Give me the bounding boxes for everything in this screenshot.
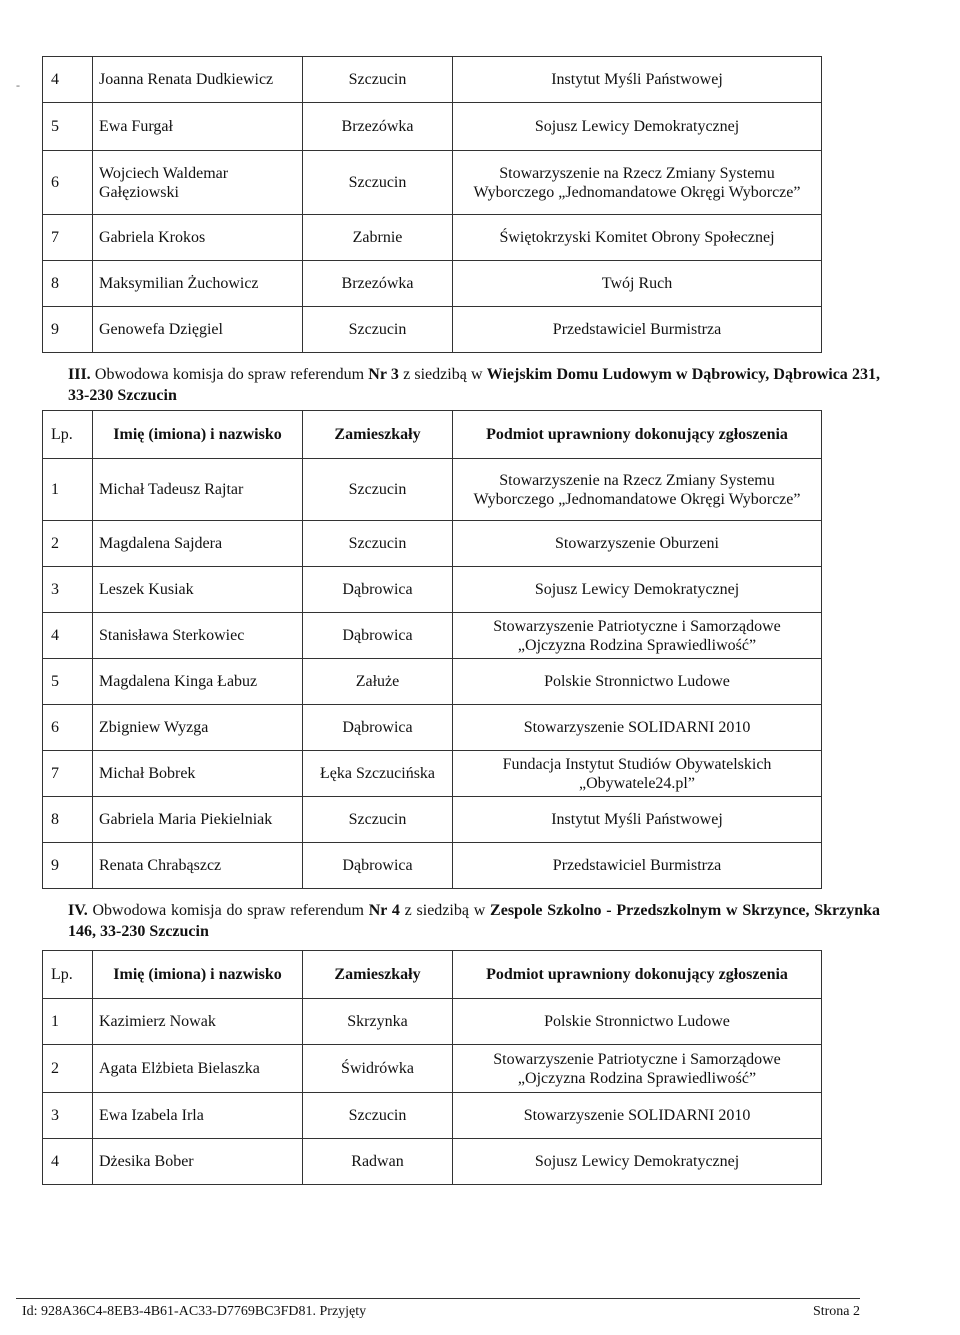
table-row xyxy=(43,999,822,1045)
nominating-entity: Stowarzyszenie na Rzecz Zmiany Systemu Wyborczego „Jednomandatowe Okręgi Wyborcze” xyxy=(453,151,822,215)
member-city: Szczucin xyxy=(303,1093,453,1139)
table-row xyxy=(43,843,822,889)
member-city: Szczucin xyxy=(303,797,453,843)
member-city: Szczucin xyxy=(303,57,453,103)
header-name: Imię (imiona) i nazwisko xyxy=(93,411,303,459)
member-name: Magdalena Sajdera xyxy=(93,521,303,567)
member-name: Leszek Kusiak xyxy=(93,567,303,613)
table-row xyxy=(43,459,822,521)
member-city: Załuże xyxy=(303,659,453,705)
row-number: 6 xyxy=(43,151,93,215)
section-nr: Nr 4 xyxy=(368,902,400,919)
section-place: Zespole Szkolno - Przedszkolnym w Skrzynce, Skrzynka 146, 33-230 Szczucin xyxy=(68,902,881,940)
table-row xyxy=(43,751,822,797)
section-text: Obwodowa komisja do spraw referendum xyxy=(90,366,369,383)
member-city: Radwan xyxy=(303,1139,453,1185)
header-entity: Podmiot uprawniony dokonujący zgłoszenia xyxy=(453,411,822,459)
section-place: Wiejskim Domu Ludowym w Dąbrowicy, Dąbrowica 231, 33-230 Szczucin xyxy=(68,366,880,404)
row-number: 5 xyxy=(43,659,93,705)
header-city: Zamieszkały xyxy=(303,951,453,999)
nominating-entity: Stowarzyszenie na Rzecz Zmiany Systemu Wyborczego „Jednomandatowe Okręgi Wyborcze” xyxy=(453,459,822,521)
member-name: Michał Bobrek xyxy=(93,751,303,797)
nominating-entity: Instytut Myśli Państwowej xyxy=(453,797,822,843)
nominating-entity: Przedstawiciel Burmistrza xyxy=(453,307,822,353)
member-city: Skrzynka xyxy=(303,999,453,1045)
nominating-entity: Twój Ruch xyxy=(453,261,822,307)
header-lp: Lp. xyxy=(43,951,93,999)
table-row xyxy=(43,567,822,613)
table-row xyxy=(43,151,822,215)
section-number: III. xyxy=(68,366,91,383)
committee-table-2 xyxy=(42,56,822,353)
committee-table-4 xyxy=(42,950,822,1185)
nominating-entity: Instytut Myśli Państwowej xyxy=(453,57,822,103)
member-city: Brzezówka xyxy=(303,103,453,151)
row-number: 6 xyxy=(43,705,93,751)
member-city: Brzezówka xyxy=(303,261,453,307)
section-number: IV. xyxy=(68,902,88,919)
member-city: Dąbrowica xyxy=(303,705,453,751)
table-header-row xyxy=(43,411,822,459)
member-name: Gabriela Krokos xyxy=(93,215,303,261)
row-number: 7 xyxy=(43,751,93,797)
member-name: Magdalena Kinga Łabuz xyxy=(93,659,303,705)
table-row xyxy=(43,613,822,659)
section-text: Obwodowa komisja do spraw referendum xyxy=(87,902,369,919)
member-name: Joanna Renata Dudkiewicz xyxy=(93,57,303,103)
member-city: Szczucin xyxy=(303,521,453,567)
row-number: 9 xyxy=(43,843,93,889)
member-city: Szczucin xyxy=(303,151,453,215)
stray-mark: - xyxy=(16,78,20,92)
row-number: 5 xyxy=(43,103,93,151)
committee-table-3 xyxy=(42,410,822,889)
nominating-entity: Sojusz Lewicy Demokratycznej xyxy=(453,103,822,151)
member-name: Stanisława Sterkowiec xyxy=(93,613,303,659)
section-nr: Nr 3 xyxy=(368,366,399,383)
row-number: 1 xyxy=(43,999,93,1045)
nominating-entity: Stowarzyszenie SOLIDARNI 2010 xyxy=(453,705,822,751)
row-number: 2 xyxy=(43,1045,93,1093)
member-city: Dąbrowica xyxy=(303,843,453,889)
nominating-entity: Stowarzyszenie SOLIDARNI 2010 xyxy=(453,1093,822,1139)
member-city: Szczucin xyxy=(303,459,453,521)
nominating-entity: Stowarzyszenie Patriotyczne i Samorządowe „Ojczyzna Rodzina Sprawiedliwość” xyxy=(453,613,822,659)
row-number: 7 xyxy=(43,215,93,261)
header-lp: Lp. xyxy=(43,411,93,459)
member-name: Ewa Furgał xyxy=(93,103,303,151)
member-city: Dąbrowica xyxy=(303,613,453,659)
nominating-entity: Polskie Stronnictwo Ludowe xyxy=(453,999,822,1045)
member-name: Ewa Izabela Irla xyxy=(93,1093,303,1139)
member-city: Szczucin xyxy=(303,307,453,353)
header-name: Imię (imiona) i nazwisko xyxy=(93,951,303,999)
table-row xyxy=(43,215,822,261)
member-name: Wojciech Waldemar Gałęziowski xyxy=(93,151,303,215)
section-text: z siedzibą w xyxy=(398,366,487,383)
nominating-entity: Stowarzyszenie Patriotyczne i Samorządowe „Ojczyzna Rodzina Sprawiedliwość” xyxy=(453,1045,822,1093)
table-row xyxy=(43,261,822,307)
table-row xyxy=(43,57,822,103)
table-row xyxy=(43,307,822,353)
member-name: Dżesika Bober xyxy=(93,1139,303,1185)
member-name: Michał Tadeusz Rajtar xyxy=(93,459,303,521)
member-city: Dąbrowica xyxy=(303,567,453,613)
row-number: 9 xyxy=(43,307,93,353)
page-number: Strona 2 xyxy=(812,1304,860,1319)
table-row xyxy=(43,705,822,751)
member-name: Agata Elżbieta Bielaszka xyxy=(93,1045,303,1093)
row-number: 3 xyxy=(43,1093,93,1139)
table-header-row xyxy=(43,951,822,999)
section-text: z siedzibą w xyxy=(399,902,491,919)
document-id: Id: 928A36C4-8EB3-4B61-AC33-D7769BC3FD81. Przyjęty xyxy=(22,1304,367,1319)
header-entity: Podmiot uprawniony dokonujący zgłoszenia xyxy=(453,951,822,999)
table-row xyxy=(43,521,822,567)
member-name: Genowefa Dzięgiel xyxy=(93,307,303,353)
row-number: 8 xyxy=(43,797,93,843)
nominating-entity: Sojusz Lewicy Demokratycznej xyxy=(453,1139,822,1185)
row-number: 3 xyxy=(43,567,93,613)
nominating-entity: Przedstawiciel Burmistrza xyxy=(453,843,822,889)
table-row xyxy=(43,659,822,705)
member-city: Zabrnie xyxy=(303,215,453,261)
table-row xyxy=(43,797,822,843)
row-number: 4 xyxy=(43,57,93,103)
row-number: 4 xyxy=(43,613,93,659)
nominating-entity: Świętokrzyski Komitet Obrony Społecznej xyxy=(453,215,822,261)
row-number: 8 xyxy=(43,261,93,307)
nominating-entity: Stowarzyszenie Oburzeni xyxy=(453,521,822,567)
member-name: Zbigniew Wyzga xyxy=(93,705,303,751)
section-heading-4 xyxy=(68,900,880,942)
table-row xyxy=(43,1093,822,1139)
row-number: 1 xyxy=(43,459,93,521)
section-heading-3 xyxy=(68,364,880,406)
member-name: Maksymilian Żuchowicz xyxy=(93,261,303,307)
nominating-entity: Polskie Stronnictwo Ludowe xyxy=(453,659,822,705)
member-city: Łęka Szczucińska xyxy=(303,751,453,797)
nominating-entity: Fundacja Instytut Studiów Obywatelskich „Obywatele24.pl” xyxy=(453,751,822,797)
table-row xyxy=(43,1045,822,1093)
row-number: 2 xyxy=(43,521,93,567)
member-name: Renata Chrabąszcz xyxy=(93,843,303,889)
nominating-entity: Sojusz Lewicy Demokratycznej xyxy=(453,567,822,613)
member-name: Gabriela Maria Piekielniak xyxy=(93,797,303,843)
table-row xyxy=(43,1139,822,1185)
row-number: 4 xyxy=(43,1139,93,1185)
footer-divider xyxy=(16,1298,860,1300)
header-city: Zamieszkały xyxy=(303,411,453,459)
member-name: Kazimierz Nowak xyxy=(93,999,303,1045)
table-row xyxy=(43,103,822,151)
member-city: Świdrówka xyxy=(303,1045,453,1093)
